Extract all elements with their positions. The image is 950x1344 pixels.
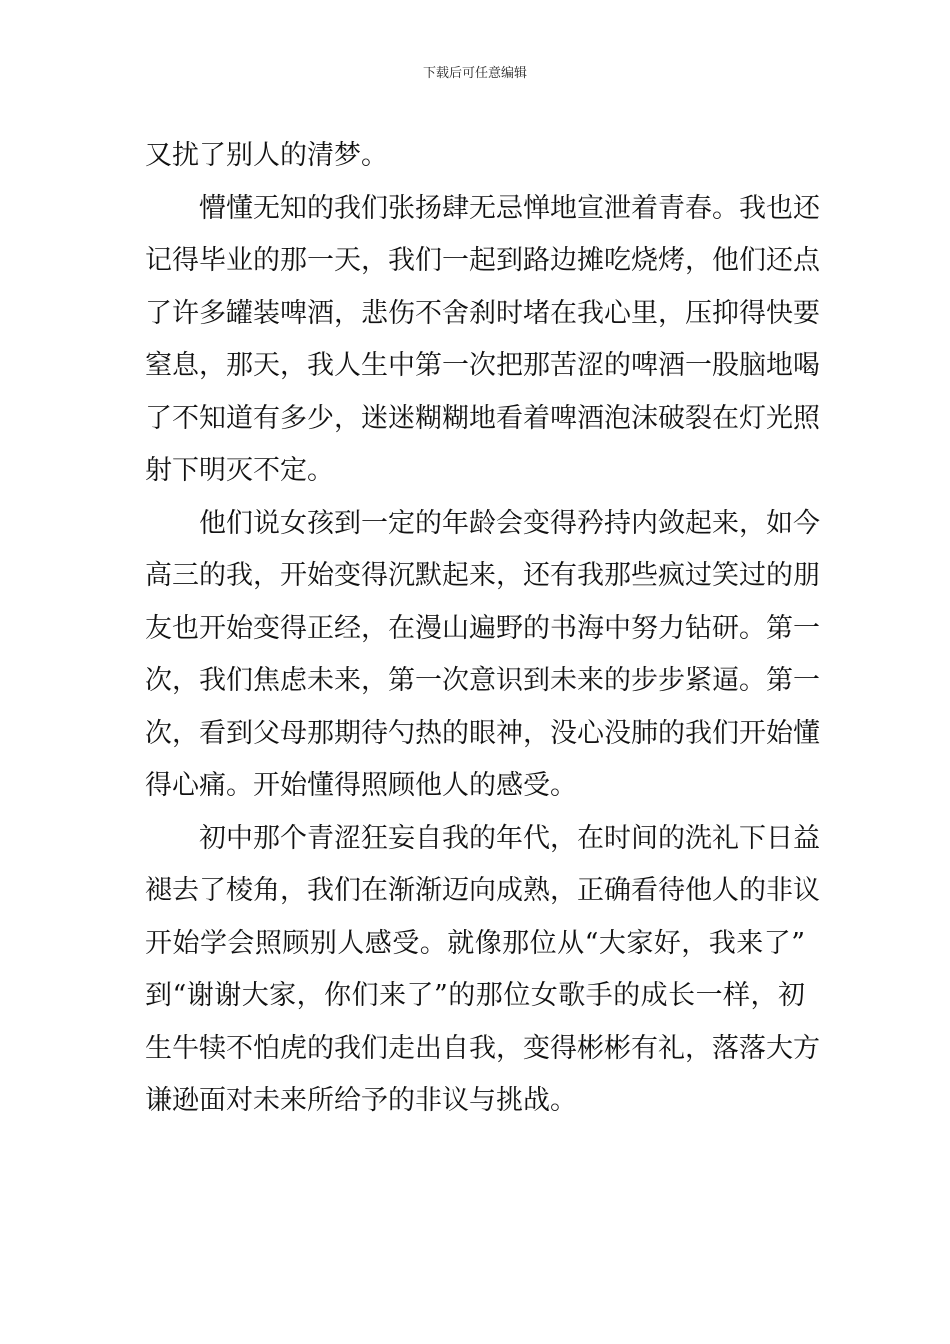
text-line: 射下明灭不定。 — [145, 455, 334, 486]
text-line: 次，看到父母那期待勺热的眼神，没心没肺的我们开始懂 — [145, 717, 820, 749]
text-line: 谦逊面对未来所给予的非议与挑战。 — [145, 1085, 577, 1116]
text-line: 懵懂无知的我们张扬肆无忌惮地宣泄着青春。我也还 — [199, 192, 820, 224]
paragraph-4 — [145, 813, 820, 1128]
paragraph-1 — [145, 130, 805, 183]
text-line: 记得毕业的那一天，我们一起到路边摊吃烧烤，他们还点 — [145, 245, 820, 276]
text-line: 友也开始变得正经，在漫山遍野的书海中努力钻研。第一 — [145, 612, 820, 644]
paragraph-2 — [145, 183, 820, 498]
text-line: 窒息，那天，我人生中第一次把那苦涩的啤酒一股脑地喝 — [145, 350, 820, 381]
text-line: 开始学会照顾别人感受。就像那位从“大家好，我来了” — [145, 927, 805, 959]
text-line: 褪去了棱角，我们在渐渐迈向成熟，正确看待他人的非议 — [145, 875, 820, 906]
text-line: 他们说女孩到一定的年龄会变得矜持内敛起来，如今 — [199, 507, 820, 539]
text-line: 得心痛。开始懂得照顾他人的感受。 — [145, 770, 577, 801]
page-header: 下载后可任意编辑 — [422, 66, 527, 81]
text-line: 到“谢谢大家，你们来了”的那位女歌手的成长一样，初 — [145, 980, 805, 1011]
text-line: 了不知道有多少，迷迷糊糊地看着啤酒泡沫破裂在灯光照 — [145, 402, 820, 434]
text-line: 生牛犊不怕虎的我们走出自我，变得彬彬有礼，落落大方 — [145, 1032, 820, 1064]
paragraph-3 — [145, 498, 820, 813]
text-line: 又扰了别人的清梦。 — [145, 140, 388, 171]
text-line: 了许多罐装啤酒，悲伤不舍刹时堵在我心里，压抑得快要 — [145, 297, 820, 329]
text-line: 初中那个青涩狂妄自我的年代，在时间的洗礼下日益 — [199, 822, 820, 854]
text-line: 高三的我，开始变得沉默起来，还有我那些疯过笑过的朋 — [145, 560, 820, 591]
document-body — [145, 130, 820, 1128]
text-line: 次，我们焦虑未来，第一次意识到未来的步步紧逼。第一 — [145, 665, 820, 696]
